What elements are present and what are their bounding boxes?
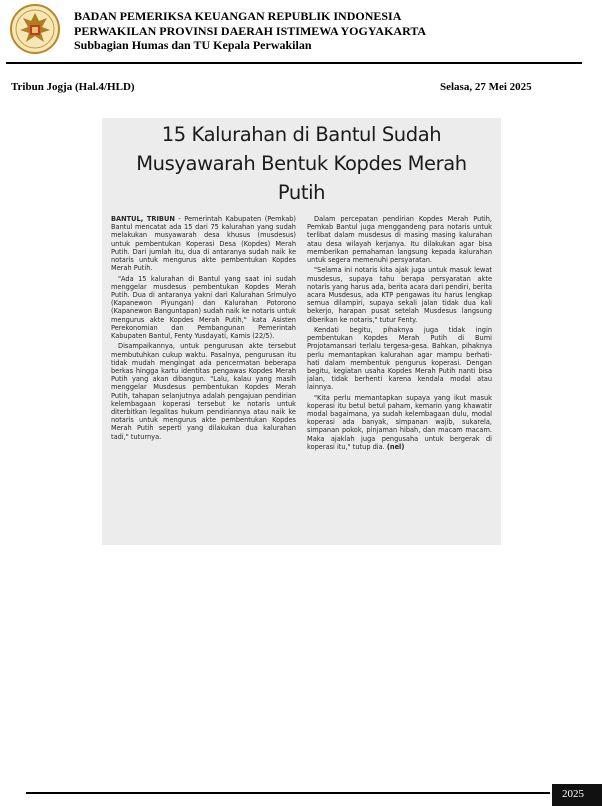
headline-line-1: 15 Kalurahan di Bantul Sudah (161, 123, 442, 146)
paragraph-text: "Kita perlu memantapkan supaya yang ikut masuk koperasi itu betul betul paham, kemarin yang khawatir modal bagaimana, ya sudah kelembagaan dulu, modal koperasi ada banyak, simpanan wajib, sukarela, simpanan pokok, pinjaman hibah, dan macam macam. Maka ajaklah juga pengusaha untuk bergerak di koperasi itu," tutup dia. (307, 393, 492, 451)
author-initials: (nel) (386, 442, 405, 451)
paragraph (307, 394, 492, 452)
paragraph: Kendati begitu, pihaknya juga tidak ingin pembentukan Kopdes Merah Putih di Bumi Projotamansari terlalu tergesa-gesa. Bahkan, pihaknya perlu memantapkan kalurahan agar mampu berhati-hati dalam membentuk pengurus koperasi. Dengan begitu, kegiatan usaha Kopdes Merah Putih nanti bisa jalan, tidak berhenti karena kendala modal atau lainnya. (307, 325, 492, 392)
article-headline (111, 120, 492, 207)
news-clipping (102, 118, 501, 545)
paragraph: Disampaikannya, untuk pengurusan akte tersebut membutuhkan cukup waktu. Pasalnya, pengurusan itu tidak mudah mengingat ada pencermatan beberapa berkas hingga kartu identitas pengawas Kopdes Merah Putih yang akan dibangun. "Lalu, kalau yang masih menggelar Musdesus pembentukan Kopdes Merah Putih, tahapan selanjutnya adalah pengajuan pendirian kelembagaan koperasi tersebut ke notaris untuk diterbitkan legalitas hukum pendiriannya atau naik ke notaris untuk mengurus akte pembentukan Kopdes Merah Putih seperti yang dilakukan dua kalurahan tadi," tuturnya. (111, 342, 296, 441)
article-column-2 (307, 215, 492, 451)
org-subdivision: Subbagian Humas dan TU Kepala Perwakilan (74, 38, 312, 52)
article-column-1 (111, 215, 296, 451)
paragraph: Dalam percepatan pendirian Kopdes Merah Putih, Pemkab Bantul juga menggandeng para notaris untuk terlibat dalam musdesus di masing masing kalurahan atau desa wilayah kerjanya. Itu dilakukan agar bisa memberikan pemahaman langsung kepada kalurahan untuk segera memenuhi persyaratan. (307, 215, 492, 265)
paragraph: "Selama ini notaris kita ajak juga untuk masuk lewat musdesus, supaya tahu berapa persyaratan akte notaris yang harus ada, berita acara dari pendiri, berita acara Musdesus, ada KTP pengawas itu harus lengkap semua dilampiri, supaya sekali jalan tidak dua kali bekerjo, harapan pusat setelah Musdesus langsung diberikan ke notaris," tutur Fenty. (307, 266, 492, 324)
footer-divider (26, 792, 550, 794)
headline-line-2: Musyawarah Bentuk Kopdes Merah Putih (136, 152, 467, 204)
source-label: Tribun Jogja (Hal.4/HLD) (11, 81, 135, 93)
header-divider (6, 62, 582, 64)
dateline: BANTUL, TRIBUN (111, 215, 175, 223)
org-name: BADAN PEMERIKSA KEUANGAN REPUBLIK INDONESIA (74, 9, 402, 23)
paragraph-text: - Pemerintah Kabupaten (Pemkab) Bantul mencatat ada 15 dari 75 kalurahan yang sudah melakukan musyawarah desa khusus (musdesus) untuk pembentukan Koperasi Desa (Kopdes) Merah Putih. Dari jumlah itu, dua di antaranya sudah naik ke notaris untuk mengurus akte pembentukan Kopdes Merah Putih. (111, 215, 296, 273)
article-body (111, 215, 492, 451)
org-branch: PERWAKILAN PROVINSI DAERAH ISTIMEWA YOGYAKARTA (74, 23, 427, 38)
paragraph (111, 215, 296, 273)
page-label: 2025 (552, 784, 602, 806)
paragraph: "Ada 15 kalurahan di Bantul yang saat ini sudah menggelar musdesus pembentukan Kopdes Merah Putih. Dua di antaranya yakni dari Kalurahan Srimulyo (Kapanewon Piyungan) dan Kalurahan Potorono (Kapanewon Banguntapan) sudah naik ke notaris untuk mengurus akte Kopdes Merah Putih," kata Asisten Perekonomian dan Pembangunan Pemerintah Kabupaten Bantul, Fenty Yusdayati, Kamis (22/5). (111, 274, 296, 341)
garuda-emblem-icon (9, 3, 61, 55)
date-label: Selasa, 27 Mei 2025 (440, 81, 532, 93)
organization-header (74, 9, 426, 53)
